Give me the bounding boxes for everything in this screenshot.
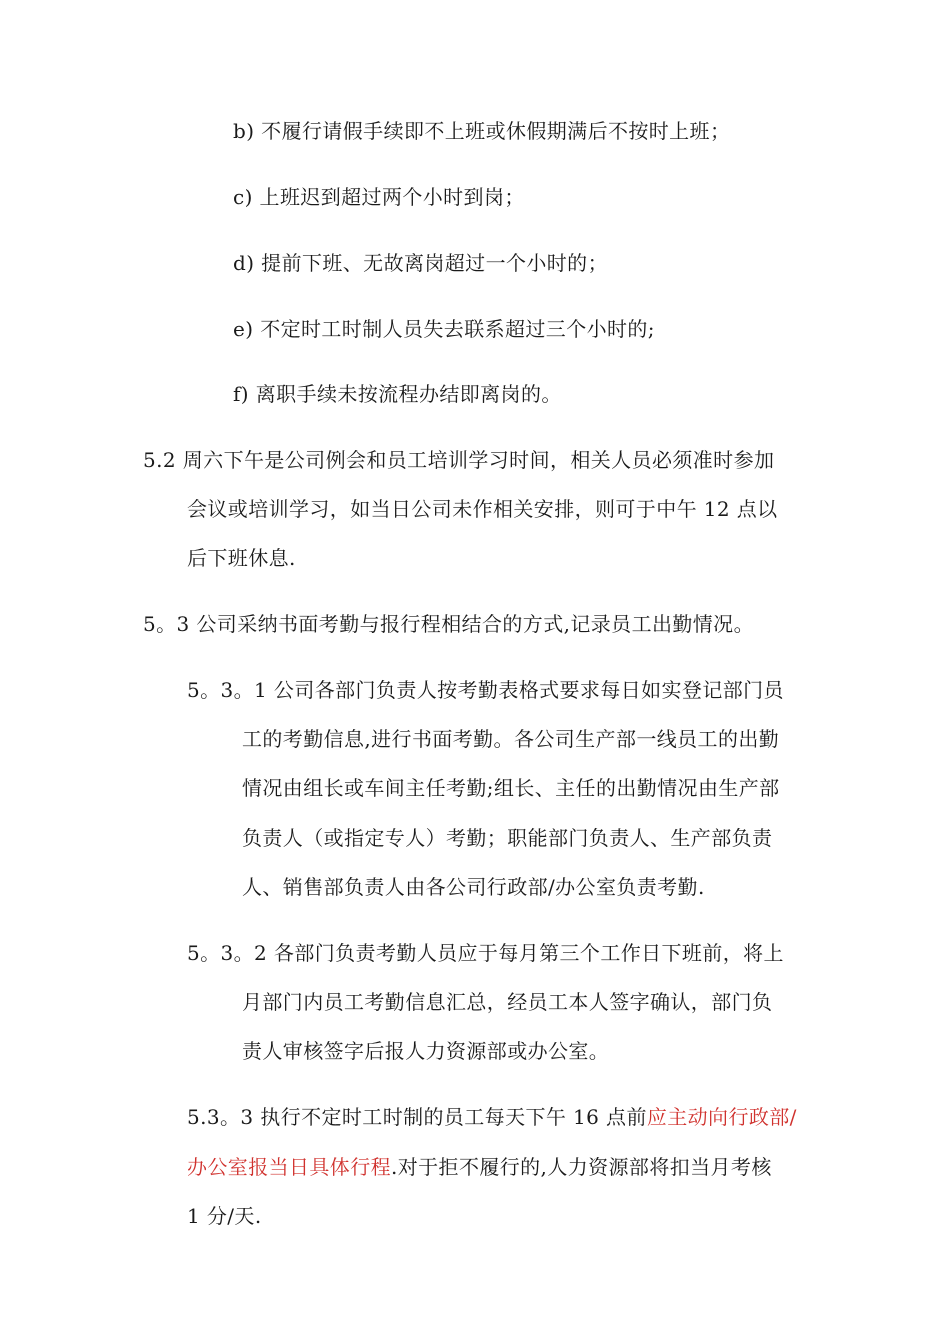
- list-item-e: e) 不定时工时制人员失去联系超过三个小时的;: [233, 317, 655, 341]
- highlighted-requirement: 应主动向行政部/: [646, 1105, 797, 1129]
- section-5-2-line-3: 后下班休息.: [187, 546, 296, 570]
- section-5-3-2-line-1: 5。3。2 各部门负责考勤人员应于每月第三个工作日下班前，将上: [187, 941, 784, 965]
- list-item-d: d) 提前下班、无故离岗超过一个小时的；: [233, 251, 608, 275]
- section-5-3-2-line-2: 月部门内员工考勤信息汇总，经员工本人签字确认，部门负: [242, 990, 773, 1014]
- section-5-2-line-2: 会议或培训学习，如当日公司未作相关安排，则可于中午 12 点以: [187, 497, 778, 521]
- section-5-3-1-line-1: 5。3。1 公司各部门负责人按考勤表格式要求每日如实登记部门员: [187, 678, 784, 702]
- section-5-3-3-penalty-text: .对于拒不履行的,人力资源部将扣当月考核: [391, 1155, 772, 1179]
- section-5-3-3-line-3: 1 分/天.: [187, 1204, 262, 1228]
- section-5-3-1-line-2: 工的考勤信息,进行书面考勤。各公司生产部一线员工的出勤: [242, 727, 780, 751]
- list-item-b: b) 不履行请假手续即不上班或休假期满后不按时上班；: [233, 119, 731, 143]
- list-item-f: f) 离职手续未按流程办结即离岗的。: [233, 382, 562, 406]
- section-5-3-3-text: 5.3。3 执行不定时工时制的员工每天下午 16 点前: [187, 1105, 647, 1129]
- section-5-3-2-line-3: 责人审核签字后报人力资源部或办公室。: [242, 1039, 610, 1063]
- section-5-3-heading: 5。3 公司采纳书面考勤与报行程相结合的方式,记录员工出勤情况。: [143, 612, 754, 636]
- section-5-3-1-line-4: 负责人（或指定专人）考勤；职能部门负责人、生产部负责: [242, 826, 773, 850]
- list-item-c: c) 上班迟到超过两个小时到岗；: [233, 185, 525, 209]
- section-5-3-1-line-5: 人、销售部负责人由各公司行政部/办公室负责考勤.: [242, 875, 705, 899]
- section-5-2-line-1: 5.2 周六下午是公司例会和员工培训学习时间，相关人员必须准时参加: [143, 448, 775, 472]
- highlighted-requirement-continued: 办公室报当日具体行程: [187, 1155, 391, 1179]
- section-5-3-3-line-2: [187, 1155, 772, 1179]
- section-5-3-1-line-3: 情况由组长或车间主任考勤;组长、主任的出勤情况由生产部: [242, 776, 780, 800]
- section-5-3-3-line-1: [187, 1105, 797, 1129]
